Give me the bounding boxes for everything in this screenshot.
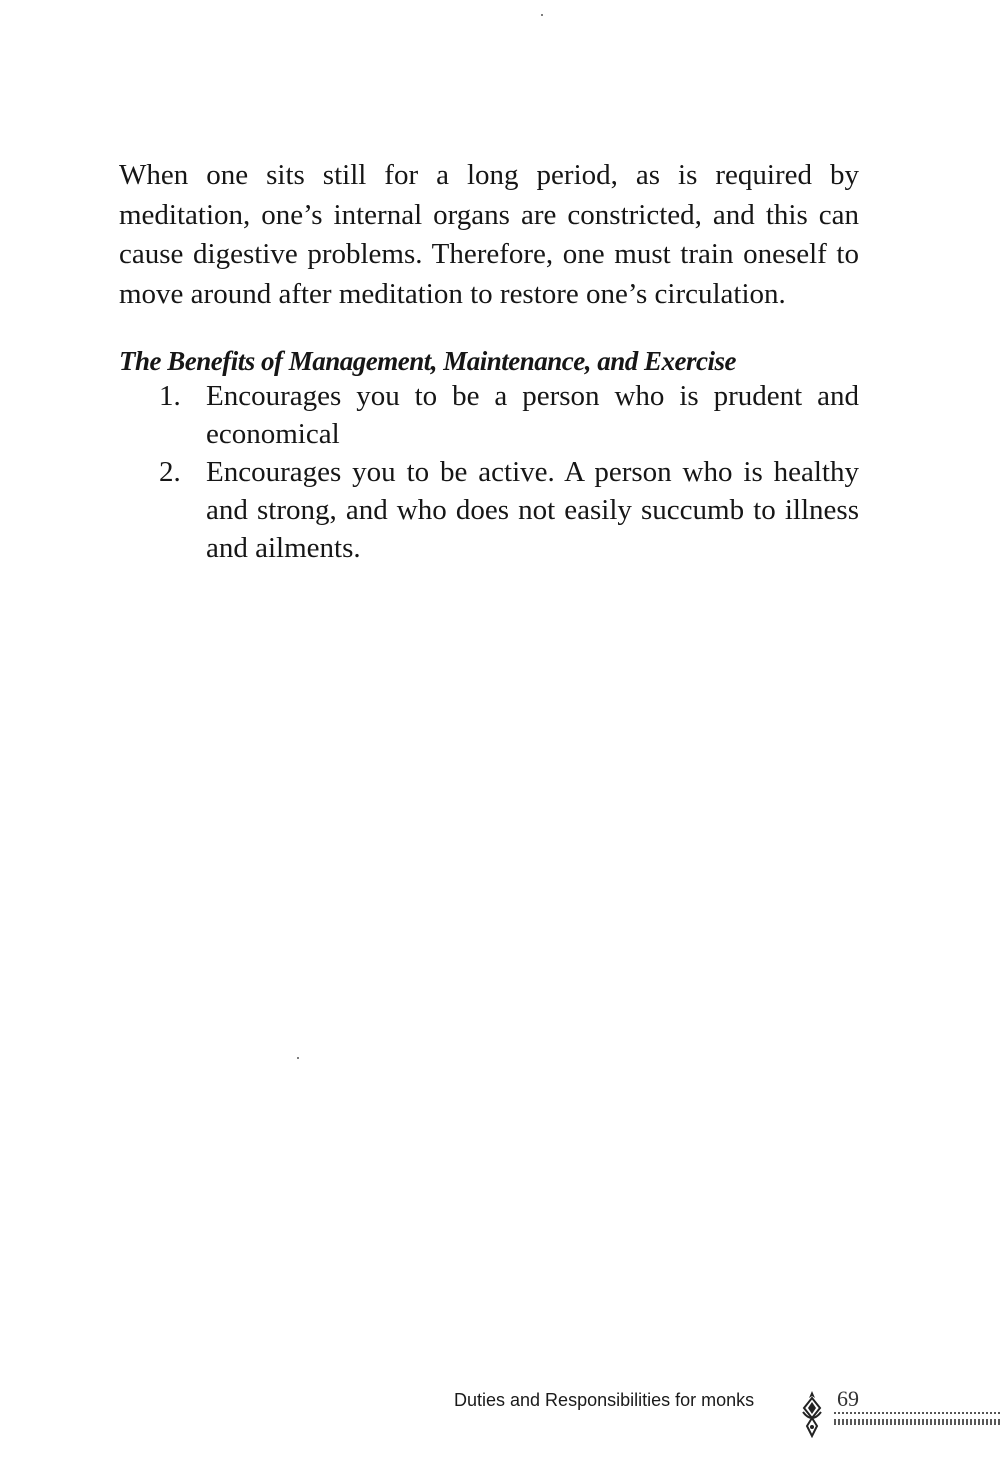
scan-speck <box>297 1057 299 1059</box>
footer-dotted-rule <box>834 1412 1000 1414</box>
section-heading: The Benefits of Management, Maintenance, and Exercise <box>119 346 736 376</box>
scan-speck <box>541 14 543 16</box>
body-paragraph: When one sits still for a long period, as is required by meditation, one’s internal organs are constricted, and this can cause digestive problems. Therefore, one must train oneself to move around after meditation to restore one’s circulation. <box>119 159 859 310</box>
list-item-text: Encourages you to be a person who is prudent and economical <box>206 380 859 450</box>
list-item-number: 2. <box>159 456 181 488</box>
dharma-emblem-icon <box>799 1390 825 1438</box>
list-item <box>159 453 859 567</box>
footer-title: Duties and Responsibilities for monks <box>454 1390 755 1410</box>
footer-pattern-band <box>834 1419 1000 1425</box>
page-number: 69 <box>837 1386 859 1411</box>
list-item-text: Encourages you to be active. A person who is healthy and strong, and who does not easily succumb to illness and ailments. <box>206 456 859 564</box>
list-item-number: 1. <box>159 380 181 412</box>
page-footer <box>454 1388 1000 1458</box>
list-item <box>159 377 859 453</box>
benefits-list <box>159 377 859 567</box>
